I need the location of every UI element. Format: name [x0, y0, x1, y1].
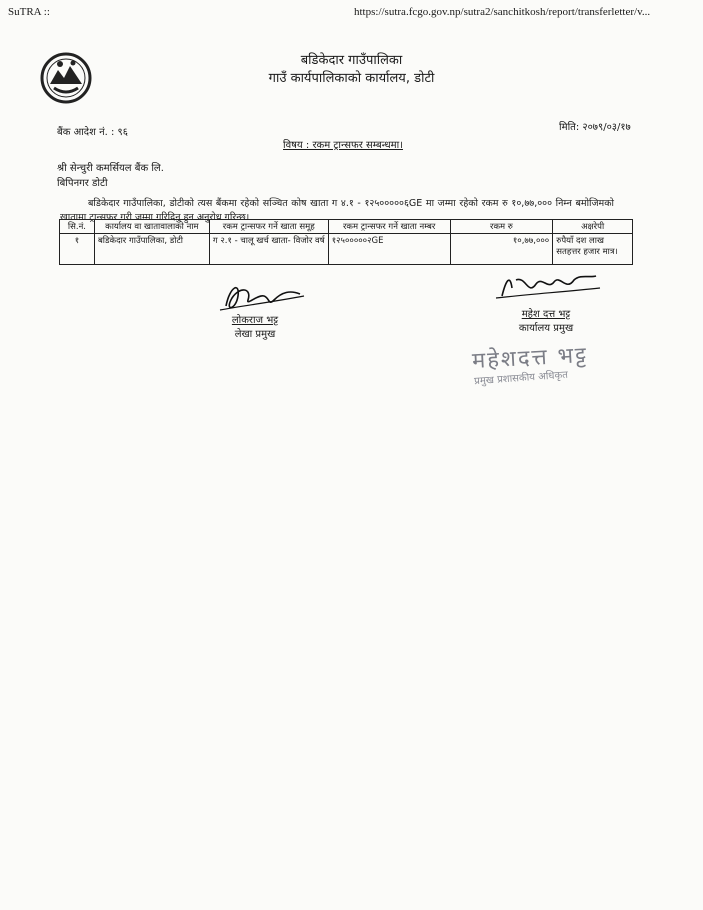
transfer-table [59, 219, 633, 265]
left-signatory-title: लेखा प्रमुख [234, 329, 276, 340]
col-header-account: रकम ट्रान्सफर गर्ने खाता नम्बर [328, 220, 450, 234]
cell-amount: १०,७७,००० [450, 234, 553, 265]
col-header-group: रकम ट्रान्सफर गर्ने खाता समूह [209, 220, 328, 234]
cell-words: रुपैयाँ दश लाख सतहत्तर हजार मात्र। [553, 234, 633, 265]
left-signatory-name: लोकराज भट्ट [231, 315, 279, 326]
col-header-sn: सि.नं. [60, 220, 95, 234]
letter-date: मिति: २०७९/०३/१७ [559, 122, 631, 133]
recipient-address: बिपिनगर डोटी [57, 178, 108, 189]
letter-body: बडिकेदार गाउँपालिका, डोटीको त्यस बैंकमा रहेको सञ्चित कोष खाता ग ४.१ - १२५०००००६GE मा जम्मा रहेको रकम रु १०,७७,००० निम्न बमोजिमको खातामा ट्रान्सफर गरी जम्मा गरिदिनु हुन अनुरोध गरिन्छ। [60, 198, 614, 223]
cell-account: १२५०००००२GE [328, 234, 450, 265]
office-subtitle: गाउँ कार्यपालिकाको कार्यालय, डोटी [268, 71, 435, 86]
cell-name: बडिकेदार गाउँपालिका, डोटी [94, 234, 209, 265]
official-stamp-name: महेशदत्त भट्ट [471, 342, 589, 375]
col-header-amount: रकम रु [450, 220, 553, 234]
table-header-row [60, 220, 633, 234]
browser-page-title: SuTRA :: [8, 6, 50, 18]
page-url: https://sutra.fcgo.gov.np/sutra2/sanchitkosh/report/transferletter/v... [354, 6, 651, 18]
right-signature [492, 266, 604, 306]
recipient-bank: श्री सेन्चुरी कमर्सियल बैंक लि. [57, 163, 164, 174]
official-stamp-title: प्रमुख प्रशासकीय अधिकृत [473, 369, 569, 388]
letter-subject: विषय : रकम ट्रान्सफर सम्बन्धमा। [283, 140, 403, 151]
bank-order-number: बैंक आदेश नं. : ९६ [57, 127, 128, 138]
col-header-words: अक्षरेपी [553, 220, 633, 234]
right-signatory-title: कार्यालय प्रमुख [518, 323, 574, 334]
right-signatory-name: महेश दत्त भट्ट [521, 309, 571, 320]
table-row [60, 234, 633, 265]
cell-group: ग २.१ - चालू खर्च खाता- विजोर वर्ष [209, 234, 328, 265]
office-name: बडिकेदार गाउँपालिका [300, 53, 403, 68]
cell-sn: १ [60, 234, 95, 265]
col-header-name: कार्यालय वा खातावालाको नाम [94, 220, 209, 234]
